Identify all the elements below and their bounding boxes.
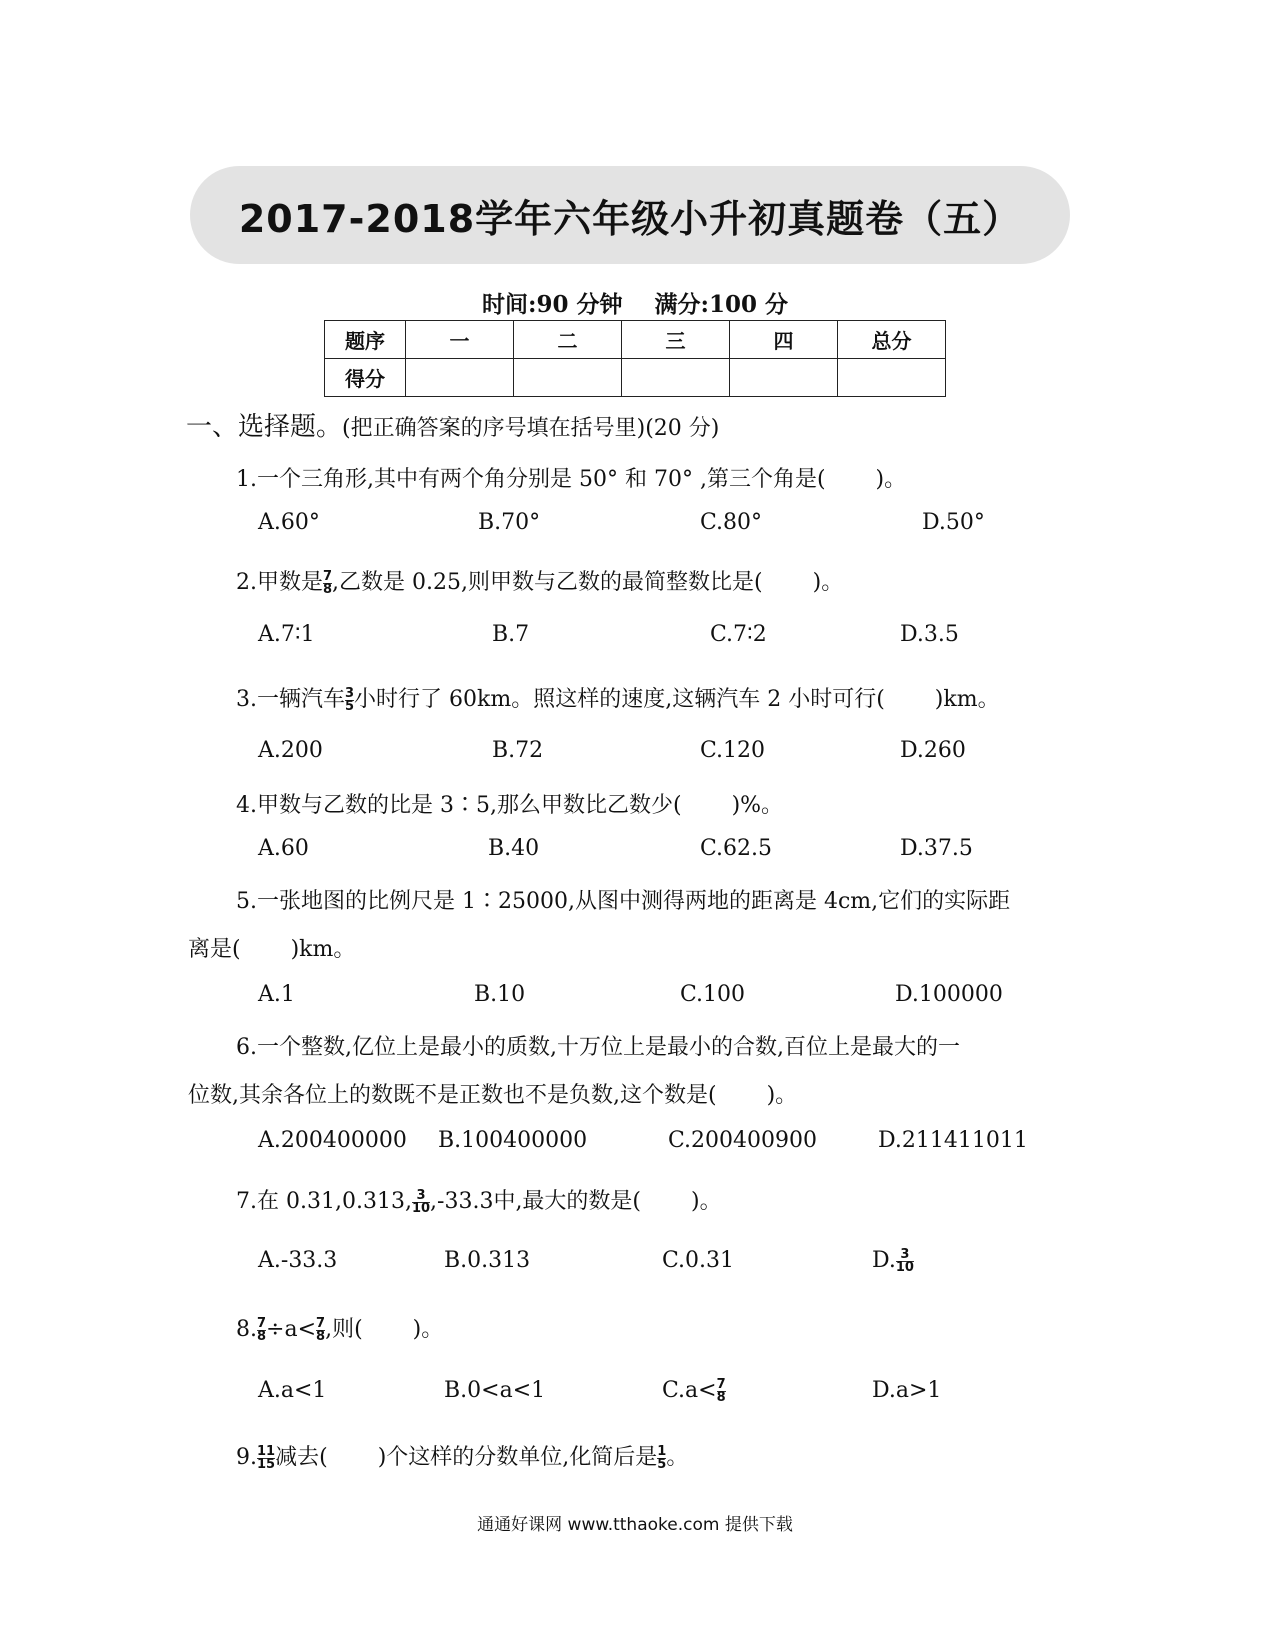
score-cell[interactable] bbox=[838, 359, 946, 397]
option: D.50° bbox=[922, 510, 985, 535]
option: A.1 bbox=[258, 982, 295, 1007]
fraction: $\frac{3}{10}$ bbox=[895, 1246, 914, 1275]
fraction: $\frac{1}{5}$ bbox=[657, 1443, 667, 1472]
option: D.3.5 bbox=[900, 622, 959, 647]
header-cell: 一 bbox=[406, 321, 514, 359]
score-cell[interactable] bbox=[730, 359, 838, 397]
option: B.0<a<1 bbox=[444, 1378, 546, 1403]
fraction: $\frac{7}{8}$ bbox=[323, 568, 333, 597]
option: $C.a<\frac{7}{8}$ bbox=[662, 1376, 726, 1405]
option: D.211411011 bbox=[878, 1128, 1028, 1153]
score-cell[interactable] bbox=[514, 359, 622, 397]
option: B.10 bbox=[474, 982, 526, 1007]
option: A.7∶1 bbox=[258, 622, 315, 647]
option: A.200400000 bbox=[258, 1128, 407, 1153]
option: B.100400000 bbox=[438, 1128, 588, 1153]
header-cell: 题序 bbox=[325, 321, 406, 359]
option: D.260 bbox=[900, 738, 966, 763]
option: C.200400900 bbox=[668, 1128, 818, 1153]
fraction: $\frac{3}{10}$ bbox=[411, 1187, 431, 1216]
option: B.0.313 bbox=[444, 1248, 531, 1273]
fraction: $\frac{7}{8}$ bbox=[316, 1315, 326, 1344]
header-cell: 四 bbox=[730, 321, 838, 359]
option: C.80° bbox=[700, 510, 763, 535]
option: C.0.31 bbox=[662, 1248, 735, 1273]
option: C.100 bbox=[680, 982, 746, 1007]
row-label: 得分 bbox=[325, 359, 406, 397]
full-score: 满分:100 分 bbox=[654, 291, 789, 318]
option: $D.\frac{3}{10}$ bbox=[872, 1246, 914, 1275]
question-5: 5.一张地图的比例尺是 1∶25000,从图中测得两地的距离是 4cm,它们的实际距 bbox=[236, 889, 1011, 914]
option: B.70° bbox=[478, 510, 541, 535]
question-1: 1.一个三角形,其中有两个角分别是 50° 和 70° ,第三个角是( )。 bbox=[236, 467, 907, 492]
option: C.62.5 bbox=[700, 836, 773, 861]
option: A.60 bbox=[258, 836, 309, 861]
option: D.a>1 bbox=[872, 1378, 942, 1403]
question-8: $8.\frac{7}{8}$ $\div a<\frac{7}{8}$ ,则( )。 bbox=[236, 1315, 444, 1344]
score-table-row bbox=[325, 359, 946, 397]
option: B.7 bbox=[492, 622, 530, 647]
score-cell[interactable] bbox=[406, 359, 514, 397]
title-banner bbox=[190, 166, 1070, 264]
question-5-continued: 离是( )km。 bbox=[188, 937, 356, 962]
time-limit: 时间:90 分钟 bbox=[481, 291, 623, 318]
fraction: $\frac{7}{8}$ bbox=[257, 1315, 267, 1344]
option: A.200 bbox=[258, 738, 323, 763]
option: D.37.5 bbox=[900, 836, 973, 861]
score-table bbox=[324, 320, 946, 397]
fraction: $\frac{7}{8}$ bbox=[716, 1376, 726, 1405]
question-7: 7.在 $0.31,0.313,\frac{3}{10}$ ,-33.3中,最大的数是( )。 bbox=[236, 1187, 722, 1216]
option: B.72 bbox=[492, 738, 544, 763]
option: A.a<1 bbox=[258, 1378, 327, 1403]
section-heading: 一、选择题。(把正确答案的序号填在括号里)(20 分) bbox=[186, 412, 720, 442]
header-cell: 总分 bbox=[838, 321, 946, 359]
option: A.-33.3 bbox=[258, 1248, 338, 1273]
header-cell: 二 bbox=[514, 321, 622, 359]
fraction: $\frac{11}{15}$ bbox=[257, 1443, 276, 1472]
question-2: 2.甲数是$\frac{7}{8}$ ,乙数是 0.25,则甲数与乙数的最简整数比是( )。 bbox=[236, 568, 844, 597]
fraction: $\frac{3}{5}$ bbox=[345, 685, 355, 714]
option: B.40 bbox=[488, 836, 540, 861]
exam-meta bbox=[0, 286, 1270, 319]
score-table-header bbox=[325, 321, 946, 359]
question-6-continued: 位数,其余各位上的数既不是正数也不是负数,这个数是( )。 bbox=[188, 1083, 798, 1108]
score-cell[interactable] bbox=[622, 359, 730, 397]
option: D.100000 bbox=[895, 982, 1003, 1007]
option: C.7∶2 bbox=[710, 622, 767, 647]
question-3: 3.一辆汽车$\frac{3}{5}$ 小时行了 60km。照这样的速度,这辆汽车 2 小时可行( )km。 bbox=[236, 685, 1000, 714]
page-title: 2017-2018学年六年级小升初真题卷（五） bbox=[238, 196, 1022, 241]
page-footer: 通通好课网 www.tthaoke.com 提供下载 bbox=[477, 1515, 793, 1535]
option: A.60° bbox=[258, 510, 320, 535]
question-6: 6.一个整数,亿位上是最小的质数,十万位上是最小的合数,百位上是最大的一 bbox=[236, 1035, 960, 1060]
question-4: 4.甲数与乙数的比是 3∶5,那么甲数比乙数少( )%。 bbox=[236, 793, 784, 818]
question-9: $9.\frac{11}{15}$ 减去( )个这样的分数单位,化简后是$\frac{1}{5}$ 。 bbox=[236, 1443, 689, 1472]
header-cell: 三 bbox=[622, 321, 730, 359]
option: C.120 bbox=[700, 738, 766, 763]
